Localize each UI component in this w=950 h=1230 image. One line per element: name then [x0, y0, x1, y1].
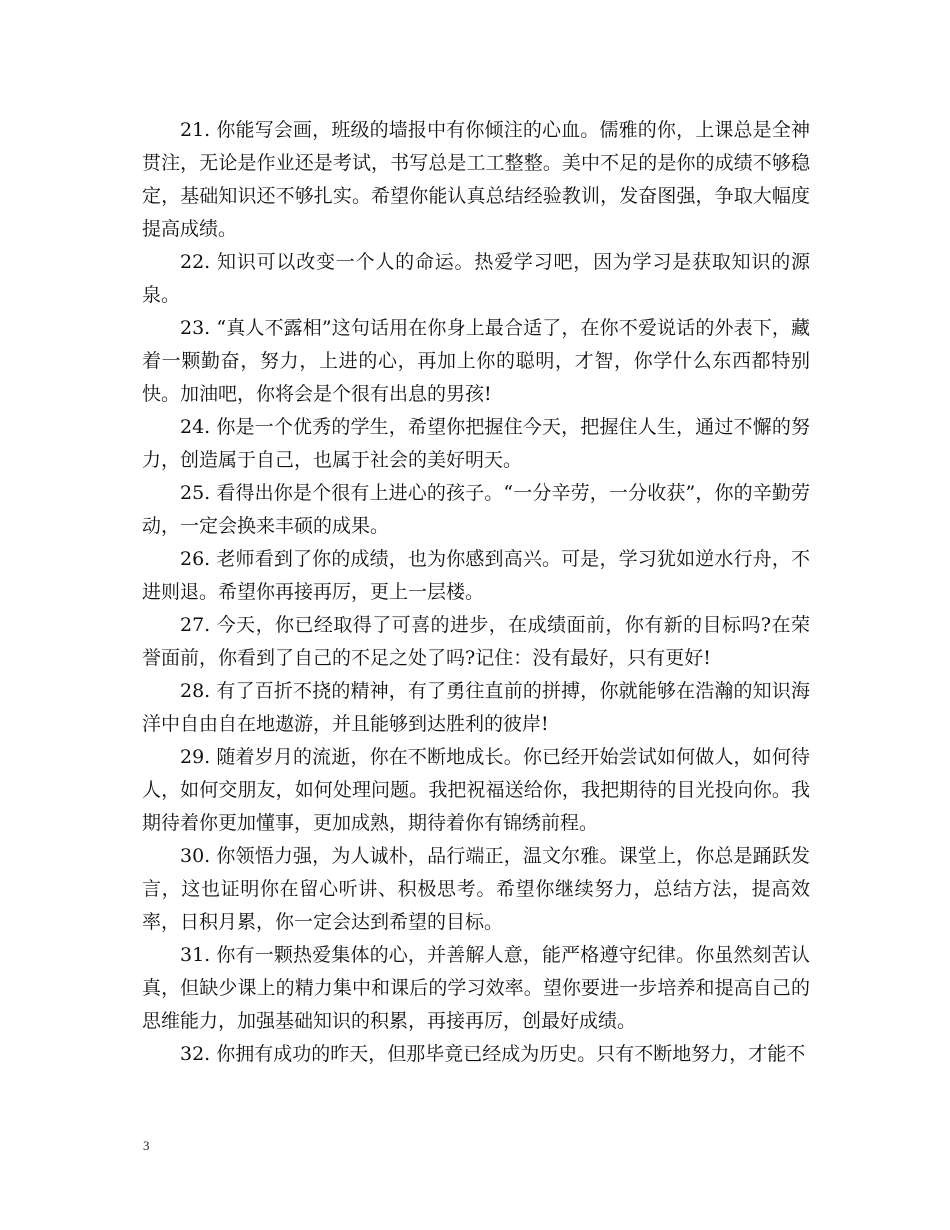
document-body	[142, 114, 810, 1071]
page-number: 3	[143, 1138, 150, 1153]
paragraph-25: 25. 看得出你是个很有上进心的孩子。“一分辛劳，一分收获”，你的辛勤劳动，一定会换来丰硕的成果。	[142, 482, 810, 537]
paragraph-31: 31. 你有一颗热爱集体的心，并善解人意，能严格遵守纪律。你虽然刻苦认真，但缺少课上的精力集中和课后的学习效率。望你要进一步培养和提高自己的思维能力，加强基础知识的积累，再接再厉，创最好成绩。	[142, 944, 810, 1032]
paragraph-23: 23. “真人不露相”这句话用在你身上最合适了，在你不爱说话的外表下，藏着一颗勤奋，努力，上进的心，再加上你的聪明，才智，你学什么东西都特别快。加油吧，你将会是个很有出息的男孩!	[142, 317, 810, 405]
paragraph-26: 26. 老师看到了你的成绩，也为你感到高兴。可是，学习犹如逆水行舟，不进则退。希望你再接再厉，更上一层楼。	[142, 548, 810, 603]
paragraph-28: 28. 有了百折不挠的精神，有了勇往直前的拼搏，你就能够在浩瀚的知识海洋中自由自在地遨游，并且能够到达胜利的彼岸!	[142, 680, 810, 735]
paragraph-30: 30. 你领悟力强，为人诚朴，品行端正，温文尔雅。课堂上，你总是踊跃发言，这也证明你在留心听讲、积极思考。希望你继续努力，总结方法，提高效率，日积月累，你一定会达到希望的目标。	[142, 845, 810, 933]
paragraph-32: 32. 你拥有成功的昨天，但那毕竟已经成为历史。只有不断地努力，才能不	[180, 1043, 806, 1065]
paragraph-29: 29. 随着岁月的流逝，你在不断地成长。你已经开始尝试如何做人，如何待人，如何交朋友，如何处理问题。我把祝福送给你，我把期待的目光投向你。我期待着你更加懂事，更加成熟，期待着你有锦绣前程。	[142, 746, 810, 834]
paragraph-27: 27. 今天，你已经取得了可喜的进步，在成绩面前，你有新的目标吗?在荣誉面前，你看到了自己的不足之处了吗?记住：没有最好，只有更好!	[142, 614, 810, 669]
paragraph-24: 24. 你是一个优秀的学生，希望你把握住今天，把握住人生，通过不懈的努力，创造属于自己，也属于社会的美好明天。	[142, 416, 810, 471]
paragraph-22: 22. 知识可以改变一个人的命运。热爱学习吧，因为学习是获取知识的源泉。	[142, 251, 810, 306]
paragraph-21: 21. 你能写会画，班级的墙报中有你倾注的心血。儒雅的你，上课总是全神贯注，无论是作业还是考试，书写总是工工整整。美中不足的是你的成绩不够稳定，基础知识还不够扎实。希望你能认真总结经验教训，发奋图强，争取大幅度提高成绩。	[142, 119, 810, 240]
